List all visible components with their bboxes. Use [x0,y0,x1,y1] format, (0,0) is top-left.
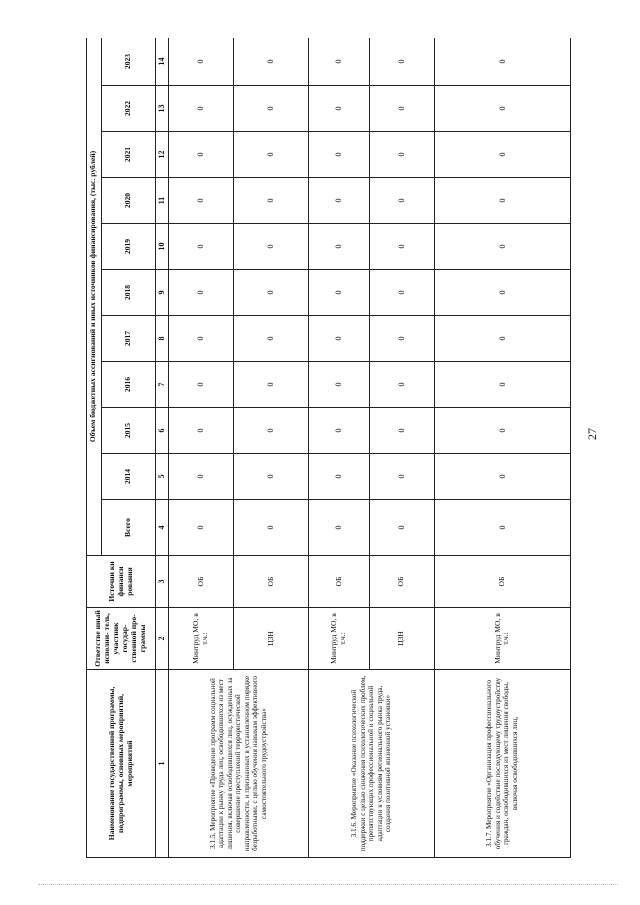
header-year: 2022 [101,86,155,132]
value-cell: 0 [370,86,435,132]
responsible-cell: ЦЗН [370,608,435,670]
measure-name: 3.1.6. Мероприятие «Оказание психологической поддержки с целью снижения психологических проблем, препятствующих профессиональной и социальной адаптации к условиям регионального рынка труда, создания позитивной жизненной установки» [309,670,435,858]
column-index: 11 [156,178,169,224]
column-index: 3 [156,556,169,608]
header-year: 2018 [101,270,155,316]
value-cell: 0 [233,178,308,224]
value-cell: 0 [233,316,308,362]
column-index: 6 [156,408,169,454]
value-cell: 0 [434,178,570,224]
value-cell: 0 [434,454,570,500]
header-year: 2014 [101,454,155,500]
value-cell: 0 [169,132,234,178]
value-cell: 0 [169,86,234,132]
header-year: 2020 [101,178,155,224]
value-cell: 0 [309,224,370,270]
value-cell: 0 [233,454,308,500]
scan-edge-line [38,884,618,885]
value-cell: 0 [370,362,435,408]
value-cell: 0 [309,270,370,316]
value-cell: 0 [309,408,370,454]
value-cell: 0 [434,362,570,408]
column-index: 1 [156,670,169,858]
value-cell: 0 [370,38,435,86]
value-cell: 0 [309,316,370,362]
header-year: 2021 [101,132,155,178]
value-cell: 0 [169,362,234,408]
value-cell: 0 [233,362,308,408]
value-cell: 0 [169,178,234,224]
column-index: 9 [156,270,169,316]
value-cell: 0 [233,408,308,454]
page-number: 27 [585,428,599,440]
header-source: Источни ки финанси рования [87,556,156,608]
financing-table [86,38,571,858]
measure-name: 3.1.7. Мероприятие «Организация профессионального обучения и содействие последующему трудоустройству граждан, освободившихся из мест лишения свободы, включая освободившихся лиц, [434,670,570,858]
rotated-table-wrapper [86,38,571,858]
value-cell: 0 [169,408,234,454]
header-year: 2015 [101,408,155,454]
value-cell: 0 [309,178,370,224]
table-row [434,38,570,858]
column-index: 12 [156,132,169,178]
value-cell: 0 [370,408,435,454]
value-cell: 0 [169,270,234,316]
value-cell: 0 [434,224,570,270]
value-cell: 0 [309,132,370,178]
responsible-cell: ЦЗН [233,608,308,670]
header-volume: Объем бюджетных ассигнований и иных источников финансирования, (тыс. рублей) [87,38,102,556]
value-cell: 0 [169,500,234,556]
table-row [309,38,370,858]
responsible-cell: Минтруд МО, в т.ч.: [309,608,370,670]
header-name: Наименование государственной программы, подпрограммы, основных мероприятий, мероприятий [87,670,156,858]
column-index: 2 [156,608,169,670]
column-index: 4 [156,500,169,556]
value-cell: 0 [434,408,570,454]
value-cell: 0 [169,224,234,270]
value-cell: 0 [309,86,370,132]
value-cell: 0 [309,454,370,500]
value-cell: 0 [309,362,370,408]
source-cell: ОБ [169,556,234,608]
value-cell: 0 [309,38,370,86]
header-total: Всего [101,500,155,556]
header-year: 2016 [101,362,155,408]
source-cell: ОБ [370,556,435,608]
column-index: 8 [156,316,169,362]
column-index: 7 [156,362,169,408]
value-cell: 0 [370,270,435,316]
header-year: 2017 [101,316,155,362]
value-cell: 0 [370,316,435,362]
column-index: 10 [156,224,169,270]
value-cell: 0 [309,500,370,556]
value-cell: 0 [169,38,234,86]
value-cell: 0 [370,500,435,556]
rotated-table-canvas [86,38,571,858]
value-cell: 0 [233,500,308,556]
value-cell: 0 [370,132,435,178]
value-cell: 0 [169,454,234,500]
column-index: 5 [156,454,169,500]
table-row [169,38,234,858]
header-year: 2019 [101,224,155,270]
value-cell: 0 [434,86,570,132]
measure-name: 3.1.5. Мероприятие «Проведение программ социальной адаптации к рынку труда лиц, освободившихся из мест лишения, включая освободившихся лиц, осужденных за совершение преступлений террористической направленности, и признанных в установленном порядке безработными, с целью обучения навыкам эффективного самостоятельного трудоустройства» [169,670,309,858]
source-cell: ОБ [434,556,570,608]
responsible-cell: Минтруд МО, в т.ч.: [169,608,234,670]
value-cell: 0 [370,178,435,224]
value-cell: 0 [370,224,435,270]
source-cell: ОБ [309,556,370,608]
value-cell: 0 [233,86,308,132]
header-year: 2023 [101,38,155,86]
value-cell: 0 [233,132,308,178]
value-cell: 0 [434,38,570,86]
column-index: 14 [156,38,169,86]
source-cell: ОБ [233,556,308,608]
header-responsible: Ответстве нный исполни- тель, участник государ- ственной про- граммы [87,608,156,670]
value-cell: 0 [233,224,308,270]
value-cell: 0 [434,132,570,178]
value-cell: 0 [434,500,570,556]
value-cell: 0 [434,316,570,362]
value-cell: 0 [169,316,234,362]
column-index: 13 [156,86,169,132]
value-cell: 0 [233,270,308,316]
value-cell: 0 [370,454,435,500]
value-cell: 0 [233,38,308,86]
responsible-cell: Минтруд МО, в т.ч.: [434,608,570,670]
value-cell: 0 [434,270,570,316]
